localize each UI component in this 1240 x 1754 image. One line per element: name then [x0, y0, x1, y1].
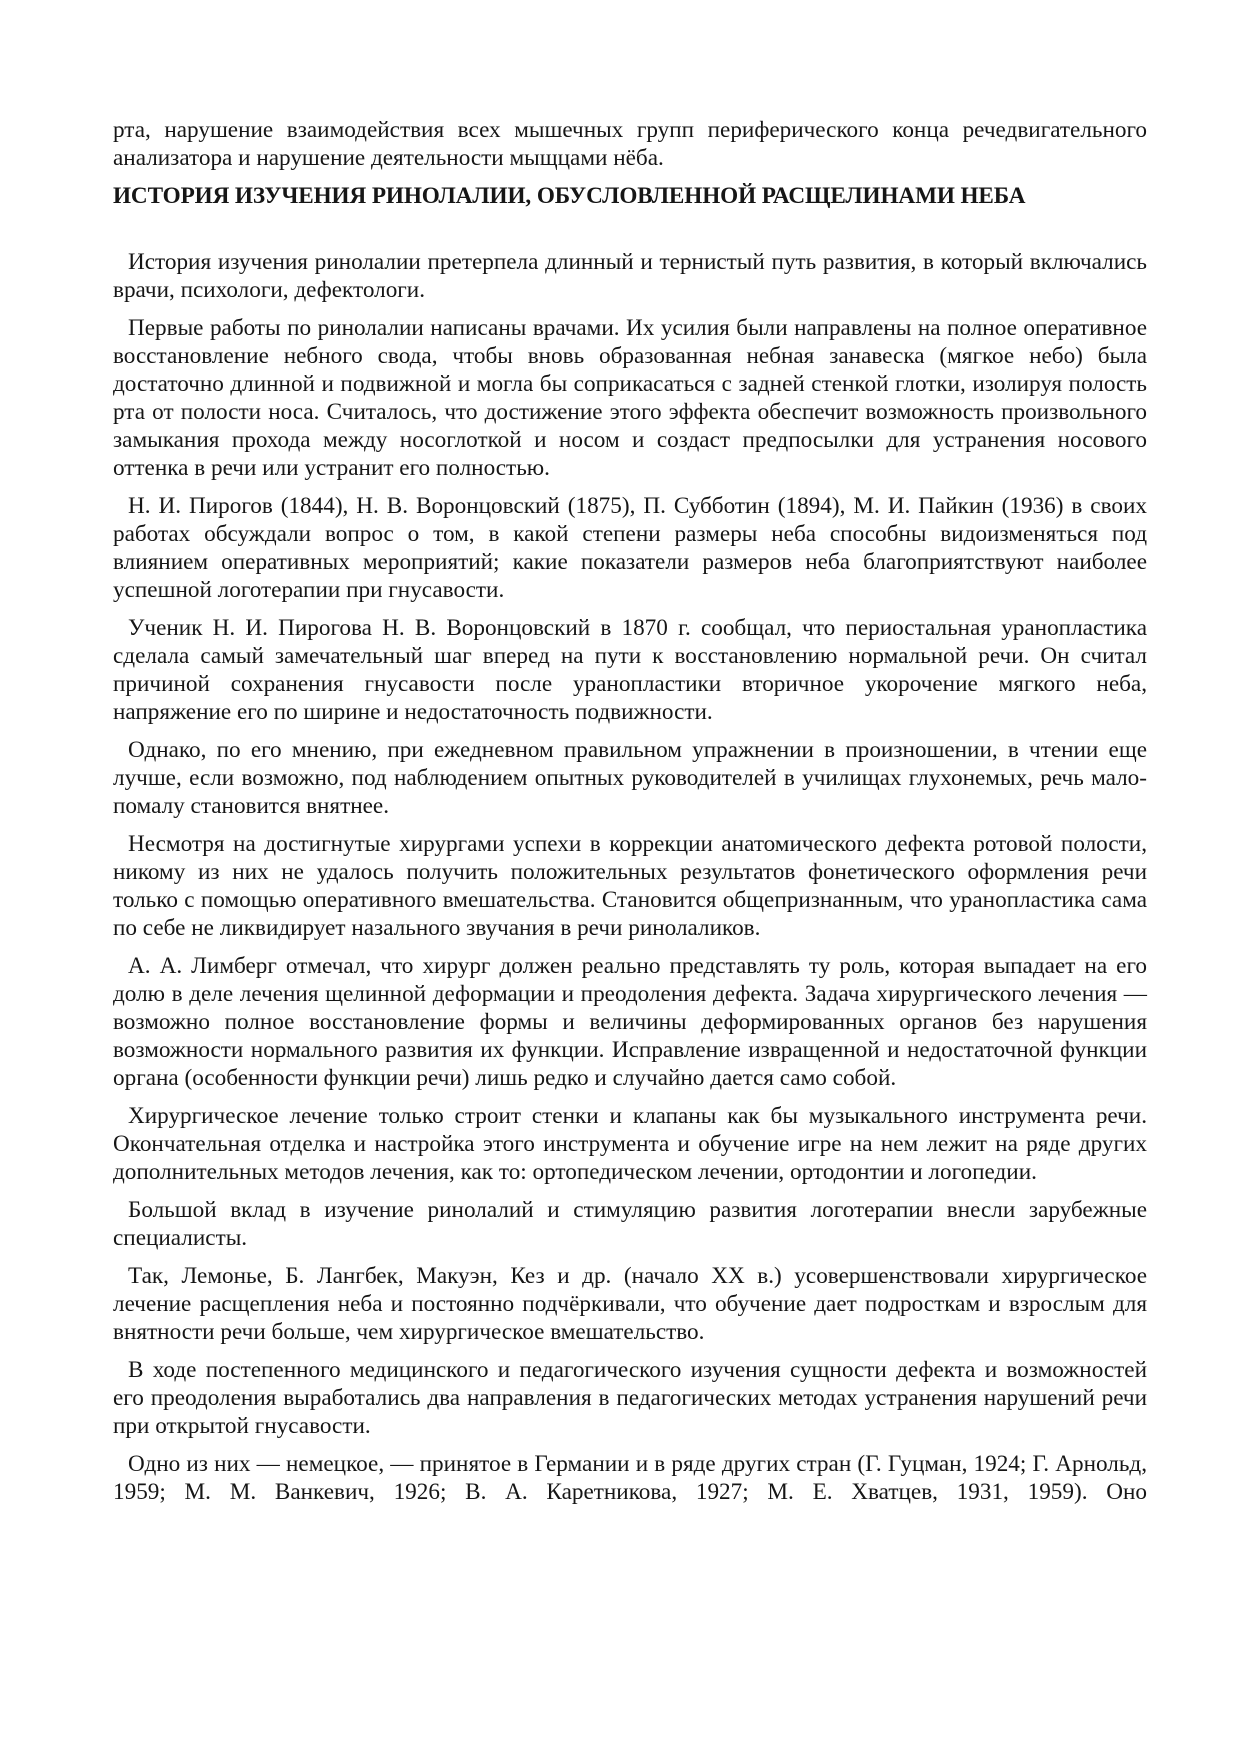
section-heading: ИСТОРИЯ ИЗУЧЕНИЯ РИНОЛАЛИИ, ОБУСЛОВЛЕННОЙ РАСЩЕЛИНАМИ НЕБА	[113, 183, 1026, 209]
paragraph-12: Одно из них — немецкое, — принятое в Германии и в ряде других стран (Г. Гуцман, 1924; Г. Арнольд, 1959; М. М. Ванкевич, 1926; В. А. Каретникова, 1927; М. Е. Хватцев, 1931, 1959). Оно	[113, 1451, 1147, 1505]
paragraph-3: Н. И. Пирогов (1844), Н. В. Воронцовский (1875), П. Субботин (1894), М. И. Пайкин (1936) в своих работах обсуждали вопрос о том, в какой степени размеры неба способны видоизменяться под влиянием оперативных мероприятий; какие показатели размеров неба благоприятствуют наиболее успешной логотерапии при гнусавости.	[113, 493, 1147, 603]
paragraph-5: Однако, по его мнению, при ежедневном правильном упражнении в произношении, в чтении еще лучше, если возможно, под наблюдением опытных руководителей в училищах глухонемых, речь мало-помалу становится внятнее.	[113, 737, 1147, 819]
paragraph-4: Ученик Н. И. Пирогова Н. В. Воронцовский в 1870 г. сообщал, что периостальная уранопластика сделала самый замечательный шаг вперед на пути к восстановлению нормальной речи. Он считал причиной сохранения гнусавости после уранопластики вторичное укорочение мягкого неба, напряжение его по ширине и недостаточность подвижности.	[113, 615, 1147, 725]
paragraph-8: Хирургическое лечение только строит стенки и клапаны как бы музыкального инструмента речи. Окончательная отделка и настройка этого инструмента и обучение игре на нем лежит на ряде других дополнительных методов лечения, как то: ортопедическом лечении, ортодонтии и логопедии.	[113, 1103, 1147, 1185]
paragraph-1: История изучения ринолалии претерпела длинный и тернистый путь развития, в который включались врачи, психологи, дефектологи.	[113, 249, 1147, 303]
intro-fragment: рта, нарушение взаимодействия всех мышечных групп периферического конца речедвигательного анализатора и нарушение деятельности мыщцами нёба.	[113, 117, 1147, 171]
paragraph-11: В ходе постепенного медицинского и педагогического изучения сущности дефекта и возможностей его преодоления выработались два направления в педагогических методах устранения нарушений речи при открытой гнусавости.	[113, 1357, 1147, 1439]
paragraph-6: Несмотря на достигнутые хирургами успехи в коррекции анатомического дефекта ротовой полости, никому из них не удалось получить положительных результатов фонетического оформления речи только с помощью оперативного вмешательства. Становится общепризнанным, что уранопластика сама по себе не ликвидирует назального звучания в речи ринолаликов.	[113, 831, 1147, 941]
paragraph-7: А. А. Лимберг отмечал, что хирург должен реально представлять ту роль, которая выпадает на его долю в деле лечения щелинной деформации и преодоления дефекта. Задача хирургического лечения — возможно полное восстановление формы и величины деформированных органов без нарушения возможности нормального развития их функции. Исправление извращенной и недостаточной функции органа (особенности функции речи) лишь редко и случайно дается само собой.	[113, 953, 1147, 1091]
paragraph-10: Так, Лемонье, Б. Лангбек, Макуэн, Кез и др. (начало XX в.) усовершенствовали хирургическое лечение расщепления неба и постоянно подчёркивали, что обучение дает подросткам и взрослым для внятности речи больше, чем хирургическое вмешательство.	[113, 1263, 1147, 1345]
document-page	[113, 116, 1147, 1516]
paragraph-9: Большой вклад в изучение ринолалий и стимуляцию развития логотерапии внесли зарубежные специалисты.	[113, 1197, 1147, 1251]
paragraph-2: Первые работы по ринолалии написаны врачами. Их усилия были направлены на полное оперативное восстановление небного свода, чтобы вновь образованная небная занавеска (мягкое небо) была достаточно длинной и подвижной и могла бы соприкасаться с задней стенкой глотки, изолируя полость рта от полости носа. Считалось, что достижение этого эффекта обеспечит возможность произвольного замыкания прохода между носоглоткой и носом и создаст предпосылки для устранения носового оттенка в речи или устранит его полностью.	[113, 315, 1147, 481]
